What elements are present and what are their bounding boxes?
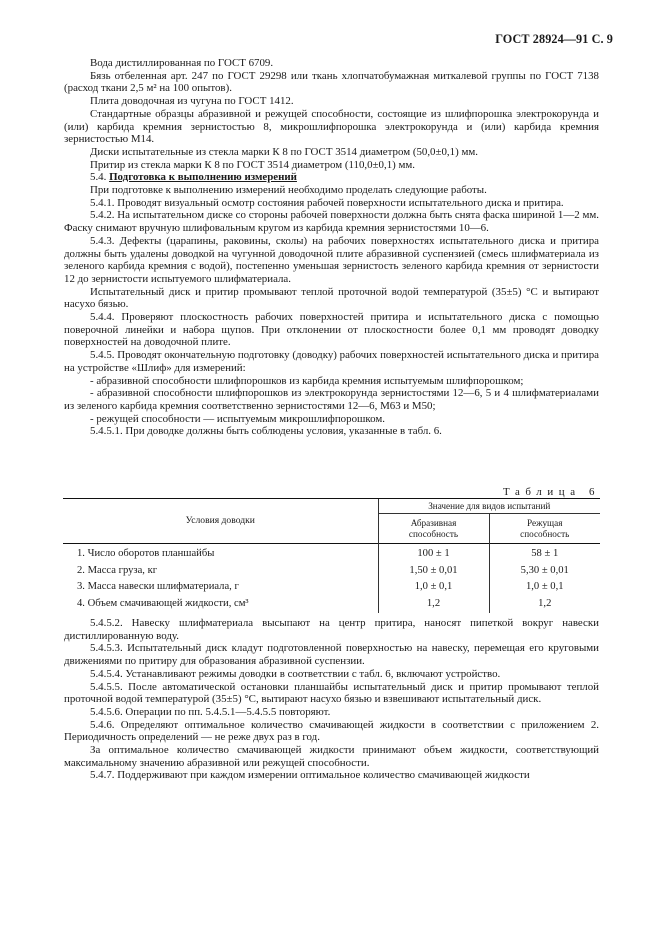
table-cell-cutting: 5,30 ± 0,01 [489,563,600,579]
paragraph: Плита доводочная из чугуна по ГОСТ 1412. [90,95,294,108]
column-header-group: Значение для видов испытаний [378,499,600,514]
paragraph: Притир из стекла марки К 8 по ГОСТ 3514 диаметром (110,0±0,1) мм. [90,158,416,171]
table-cell-condition: 3. Масса навески шлифматериала, г [77,580,239,592]
paragraph: 5.4.5.6. Операции по пп. 5.4.5.1—5.4.5.5 повторяют. [90,705,331,718]
paragraph: 5.4.6. Определяют оптимальное количество смачивающей жидкости в соответствии с приложением 2. Периодичность определений — не реже двух раз в год. [64,718,599,744]
table-row [63,563,600,579]
table-row [63,579,600,595]
paragraph: 5.4.5.4. Устанавливают режимы доводки в соответствии с табл. 6, включают устройство. [90,667,501,680]
paragraph: 5.4.2. На испытательном диске со стороны рабочей поверхности должна быть снята фаска шириной 1—2 мм. Фаску снимают вручную шлифовальным кругом из карбида кремния зернистостями 10—6. [64,209,599,235]
table-cell-cutting: 58 ± 1 [489,544,600,564]
page-header: ГОСТ 28924—91 С. 9 [495,32,613,46]
table-cell-cutting: 1,0 ± 0,1 [489,579,600,595]
list-item: - абразивной способности шлифпорошков из электрокорунда зернистостями 12—6, 5 и 4 шлифматериалами из зеленого карбида кремния соответственно зернистостями 12—6, М63 и М50; [64,387,599,412]
section-title: Подготовка к выполнению измерений [109,171,297,184]
list-item: - абразивной способности шлифпорошков из карбида кремния испытуемым шлифпорошком; [90,374,524,387]
table-caption: Таблица 6 [503,486,600,498]
list-item: - режущей способности — испытуемым микрошлифпорошком. [90,412,385,425]
table-cell-abrasive: 1,0 ± 0,1 [378,579,489,595]
table-row [63,544,600,564]
paragraph: 5.4.5.1. При доводке должны быть соблюдены условия, указанные в табл. 6. [90,425,442,438]
table-6 [63,498,600,613]
table-row [63,594,600,613]
section-number: 5.4. [90,171,107,184]
materials-list [64,57,599,438]
paragraph: 5.4.5.3. Испытательный диск кладут подготовленной поверхностью на навеску, перемещая его круговыми движениями по притиру для образования абразивной суспензии. [64,642,599,668]
paragraph: 5.4.3. Дефекты (царапины, раковины, сколы) на рабочих поверхностях испытательного диска и притира должны быть удалены доводкой на чугунной доводочной плите абразивной суспензией (смесь шлифматериала из зеленого карбида кремния с водой), постепенно уменьшая зернистость зеленого карбида кремния от зернистости 12 до зернистости испытуемого шлифматериала. [64,234,599,285]
table-cell-cutting: 1,2 [489,594,600,613]
table-cell-abrasive: 100 ± 1 [378,544,489,564]
paragraph: 5.4.7. Поддерживают при каждом измерении оптимальное количество смачивающей жидкости [90,769,530,782]
procedure-text [64,617,599,782]
paragraph: 5.4.5.5. После автоматической остановки планшайбы испытательный диск и притир промывают теплой проточной водой температурой (35±5) °С, вытирают насухо бязью и взвешивают испытательный диск. [64,680,599,706]
paragraph: Бязь отбеленная арт. 247 по ГОСТ 29298 или ткань хлопчатобумажная миткалевой группы по ГОСТ 7138 (расход ткани 2,5 м² на 100 опытов). [64,69,599,95]
paragraph: Стандартные образцы абразивной и режущей способности, состоящие из шлифпорошка электрокорунда и (или) карбида кремния зернистостью 8, микрошлифпорошка электрокорунда и (или) карбида кремния зернистостью М14. [64,107,599,146]
column-header-cutting: Режущая способность [489,514,600,544]
paragraph: При подготовке к выполнению измерений необходимо проделать следующие работы. [90,184,487,197]
table-cell-abrasive: 1,50 ± 0,01 [378,563,489,579]
paragraph: Диски испытательные из стекла марки К 8 по ГОСТ 3514 диаметром (50,0±0,1) мм. [90,145,478,158]
paragraph: За оптимальное количество смачивающей жидкости принимают объем жидкости, соответствующий максимальному значению абразивной или режущей способности. [64,744,599,769]
paragraph: 5.4.4. Проверяют плоскостность рабочих поверхностей притира и испытательного диска с помощью поверочной линейки и набора щупов. При отклонении от плоскостности более 0,1 мм проводят доводку поверхностей на доводочной плите. [64,311,599,349]
paragraph: Испытательный диск и притир промывают теплой проточной водой температурой (35±5) °С и вытирают насухо бязью. [64,285,599,311]
column-header-abrasive: Абразивная способность [378,514,489,544]
table-cell-condition: 1. Число оборотов планшайбы [63,544,378,564]
table-cell-condition: 4. Объем смачивающей жидкости, см³ [77,597,249,609]
paragraph: 5.4.5.2. Навеску шлифматериала высыпают на центр притира, наносят пипеткой вокруг навески дистиллированную воду. [64,617,599,642]
paragraph: 5.4.5. Проводят окончательную подготовку (доводку) рабочих поверхностей испытательного диска и притира на устройстве «Шлиф» для измерений: [64,349,599,374]
table-cell-condition: 2. Масса груза, кг [77,565,158,576]
table-cell-abrasive: 1,2 [378,594,489,613]
paragraph: 5.4.1. Проводят визуальный осмотр состояния рабочей поверхности испытательного диска и притира. [90,196,564,209]
column-header-conditions: Условия доводки [63,499,378,544]
section-heading [64,171,599,184]
paragraph: Вода дистиллированная по ГОСТ 6709. [90,57,274,69]
